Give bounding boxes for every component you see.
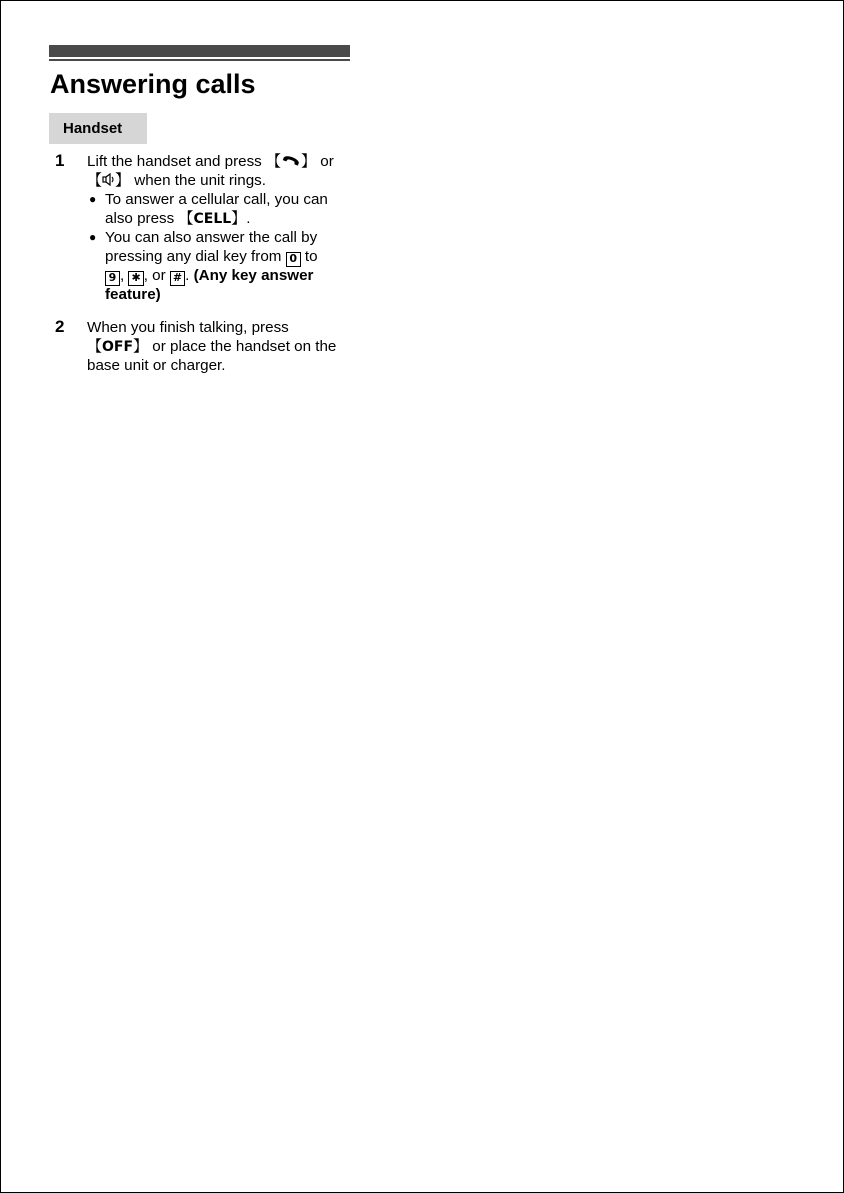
bullet-2-line-1: You can also answer the call by: [105, 229, 318, 246]
section-header-bar: [49, 45, 350, 57]
step-2-line-1: When you finish talking, press: [87, 319, 289, 336]
page-title: Answering calls: [50, 69, 256, 99]
bullet-1-line-1: To answer a cellular call, you can: [105, 191, 328, 208]
bullet-1-pre: also press: [105, 210, 175, 227]
step-1-or: or: [320, 153, 334, 170]
dial-key-0: 0: [286, 252, 301, 267]
section-tag-label: Handset: [63, 120, 123, 137]
off-key: 【OFF】: [87, 337, 149, 355]
dial-key-hash: #: [170, 271, 185, 286]
cell-key: 【CELL】: [178, 209, 247, 227]
bullet-icon: ●: [89, 230, 97, 244]
bracket-close: 】: [115, 171, 131, 189]
bullet-icon: ●: [89, 192, 97, 206]
step-1-number: 1: [55, 151, 65, 170]
step-1-rings-text: when the unit rings.: [134, 172, 266, 189]
bullet-1-post: .: [246, 210, 251, 227]
step-2-line-2: [87, 337, 336, 357]
bracket-close: 】: [301, 152, 317, 170]
bullet-2-line-4: feature): [105, 286, 161, 303]
step-2-line-3: base unit or charger.: [87, 357, 226, 374]
bullet-1-line-2: [105, 209, 250, 229]
bracket-open: 【: [87, 171, 103, 189]
bullet-2-pre: pressing any dial key from: [105, 248, 282, 265]
any-key-answer-label: (Any key answer: [193, 267, 314, 284]
handset-talk-icon: [281, 154, 301, 168]
section-header-rule: [49, 59, 350, 61]
dial-key-9: 9: [105, 271, 120, 286]
step-1-line-1: [87, 152, 334, 171]
section-tag: [49, 113, 147, 144]
step-2-number: 2: [55, 317, 65, 336]
step-1-line-2: [87, 171, 266, 190]
bullet-2-line-3: 9 , ✱ , or # . (Any key answer: [105, 266, 313, 286]
step-1-text: Lift the handset and press: [87, 153, 262, 170]
step-2-post: or place the handset on the: [152, 338, 337, 355]
speakerphone-icon: [102, 173, 115, 186]
dial-key-star: ✱: [128, 271, 143, 286]
bullet-2-line-2: [105, 247, 318, 267]
bracket-open: 【: [266, 152, 282, 170]
bullet-2-to: to: [304, 248, 318, 265]
